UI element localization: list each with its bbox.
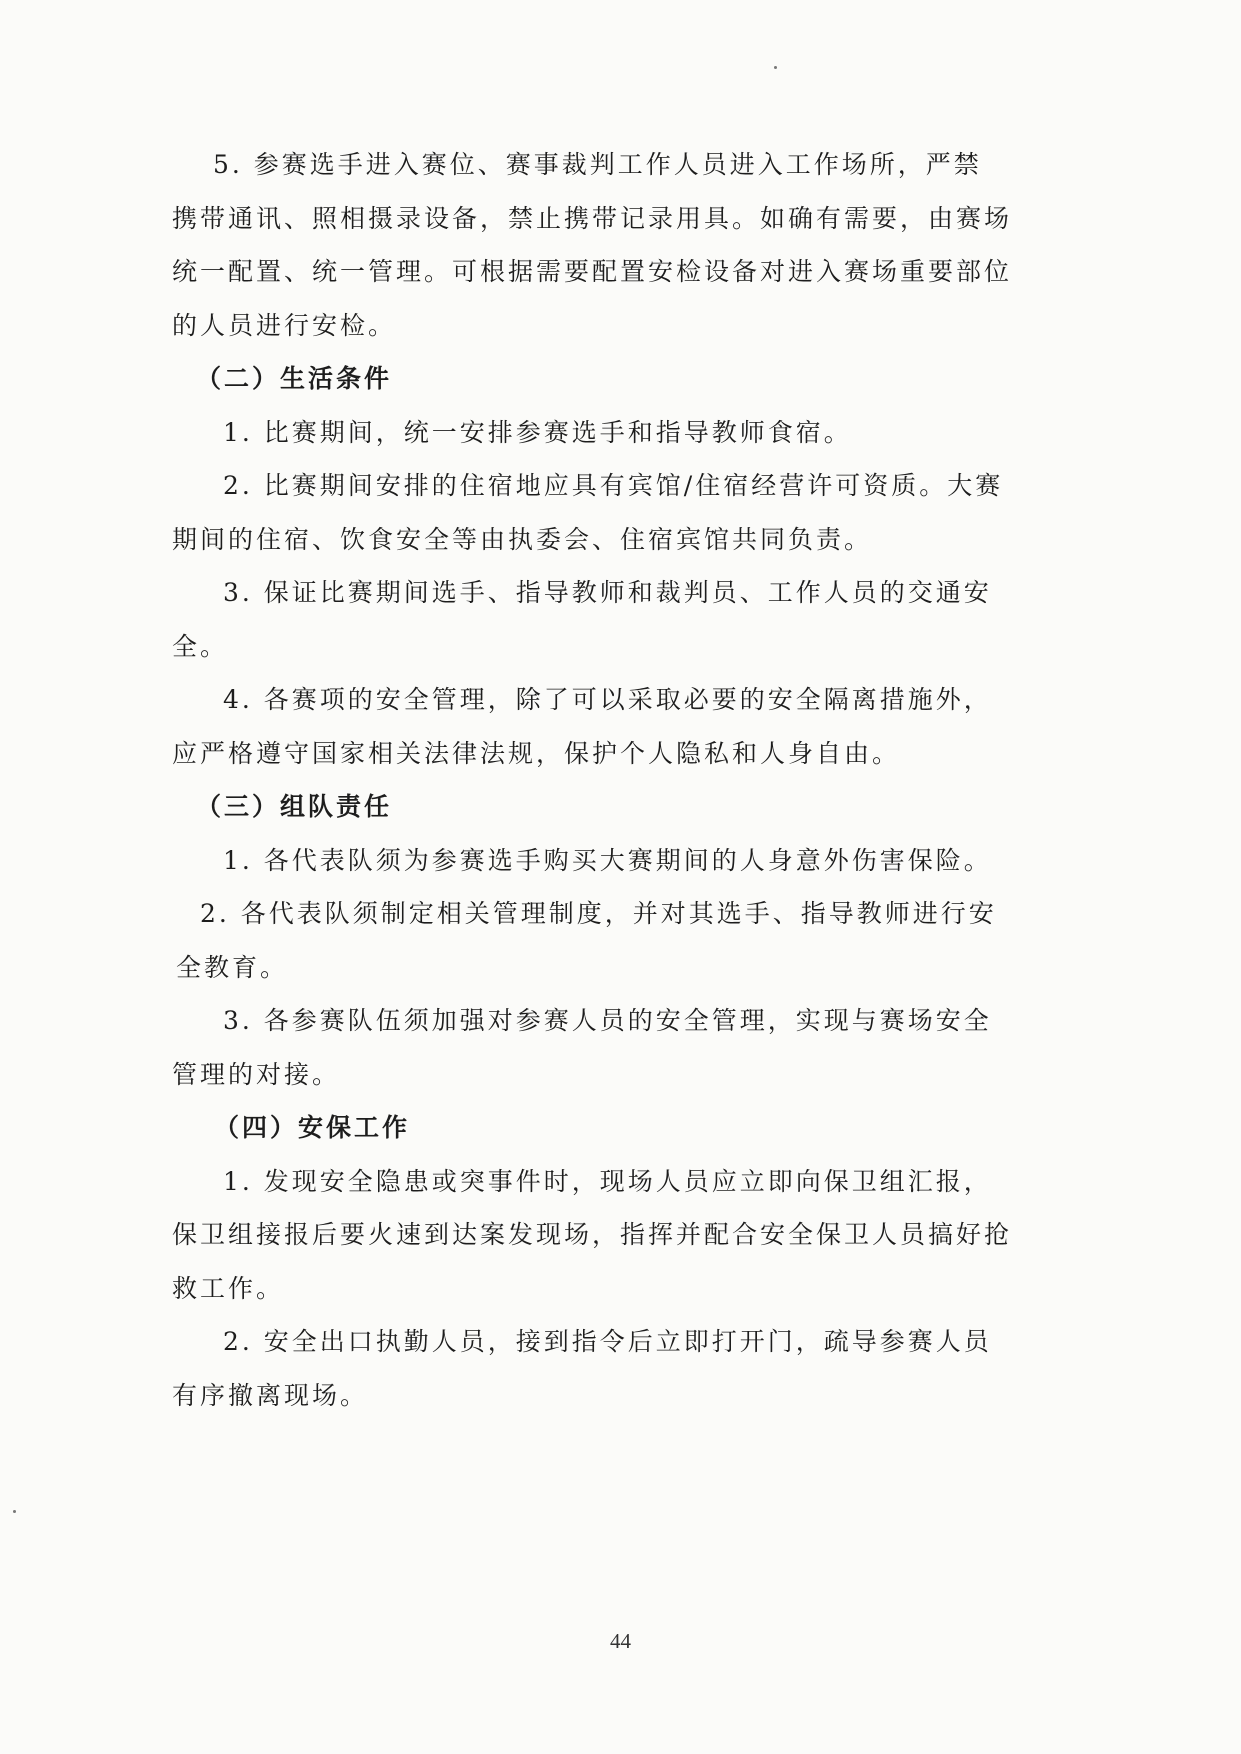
section-heading: （四）安保工作 (214, 1113, 411, 1142)
text-line: 保卫组接报后要火速到达案发现场，指挥并配合安全保卫人员搞好抢 (172, 1220, 1013, 1249)
text-line: 的人员进行安检。 (172, 311, 397, 340)
text-line: 全。 (172, 632, 229, 661)
text-line: 1. 发现安全隐患或突事件时，现场人员应立即向保卫组汇报， (223, 1167, 992, 1196)
text-line: 3. 保证比赛期间选手、指导教师和裁判员、工作人员的交通安 (223, 578, 992, 607)
text-line: 管理的对接。 (172, 1060, 341, 1089)
page-number: 44 (610, 1629, 631, 1653)
text-line: 全教育。 (176, 953, 289, 982)
text-line: 3. 各参赛队伍须加强对参赛人员的安全管理，实现与赛场安全 (223, 1006, 992, 1035)
scan-speck (13, 1510, 16, 1513)
text-line: 2. 安全出口执勤人员，接到指令后立即打开门，疏导参赛人员 (223, 1327, 992, 1356)
text-line: 应严格遵守国家相关法律法规，保护个人隐私和人身自由。 (172, 739, 901, 768)
text-line: 期间的住宿、饮食安全等由执委会、住宿宾馆共同负责。 (172, 525, 873, 554)
text-line: 5. 参赛选手进入赛位、赛事裁判工作人员进入工作场所，严禁 (213, 150, 982, 179)
section-heading: （三）组队责任 (196, 792, 393, 821)
text-line: 1. 比赛期间，统一安排参赛选手和指导教师食宿。 (223, 418, 852, 447)
text-line: 携带通讯、照相摄录设备，禁止携带记录用具。如确有需要，由赛场 (172, 204, 1013, 233)
text-line: 1. 各代表队须为参赛选手购买大赛期间的人身意外伤害保险。 (223, 846, 992, 875)
text-line: 4. 各赛项的安全管理，除了可以采取必要的安全隔离措施外， (223, 685, 992, 714)
text-line: 救工作。 (172, 1274, 285, 1303)
text-line: 统一配置、统一管理。可根据需要配置安检设备对进入赛场重要部位 (172, 257, 1013, 286)
text-line: 2. 各代表队须制定相关管理制度，并对其选手、指导教师进行安 (200, 899, 997, 928)
section-heading: （二）生活条件 (196, 364, 393, 393)
text-line: 2. 比赛期间安排的住宿地应具有宾馆/住宿经营许可资质。大赛 (223, 471, 1004, 500)
text-line: 有序撤离现场。 (172, 1381, 369, 1410)
scan-speck (774, 66, 777, 69)
